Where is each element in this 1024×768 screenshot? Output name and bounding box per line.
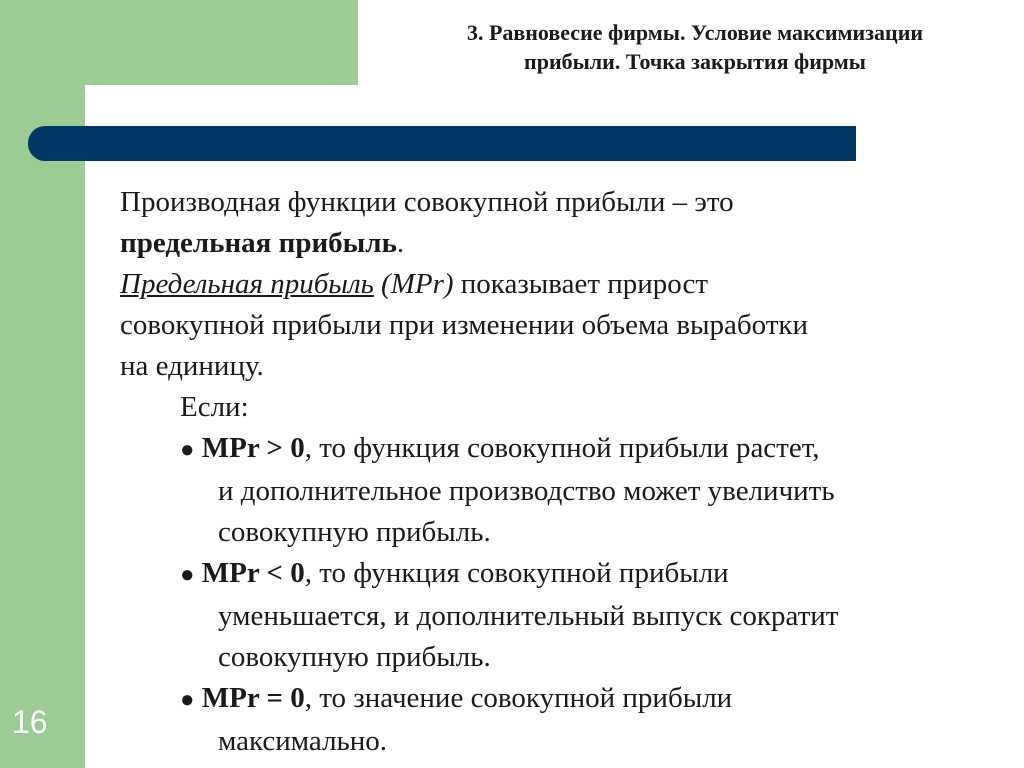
title-divider-bar [28,126,856,161]
paragraph-1-text: Производная функции совокупной прибыли – это [120,186,734,218]
definition-line-3: на единицу. [120,350,264,382]
bullet-line-1: , то функция совокупной прибыли растет, [304,432,820,464]
if-label: Если: [180,391,249,423]
bullet-line-3: совокупную прибыль. [218,516,491,548]
bullet-item [180,428,990,553]
bullet-dot-icon: ● [180,562,195,588]
slide-number: 16 [12,704,48,740]
slide-body [120,182,990,762]
bullet-line-3: совокупную прибыль. [218,641,491,673]
definition-line-2: совокупной прибыли при изменении объема выработки [120,309,809,341]
bullet-line-2: уменьшается, и дополнительный выпуск сократит [218,600,839,632]
bullet-line-1: , то функция совокупной прибыли [304,557,729,589]
bullet-line-1: , то значение совокупной прибыли [304,682,733,714]
paragraph-2 [120,264,990,387]
bullet-item [180,553,990,678]
bullet-line-2: максимально. [218,725,388,757]
definition-abbr: (MPr) [381,268,454,300]
bullet-item [180,678,990,762]
bullet-condition: MPr > 0 [201,432,305,464]
title-line-2: прибыли. Точка закрытия фирмы [524,49,866,74]
bullet-condition: MPr = 0 [201,682,305,714]
paragraph-1-end: . [396,227,405,259]
bullet-condition: MPr < 0 [201,557,305,589]
bullet-dot-icon: ● [180,687,195,713]
paragraph-1 [120,182,990,264]
slide-title [395,18,995,76]
bullet-line-2: и дополнительное производство может увеличить [218,475,835,507]
marginal-profit-term: предельная прибыль [120,227,397,259]
definition-term: Предельная прибыль [120,268,374,300]
green-top-band [0,0,358,85]
bullet-dot-icon: ● [180,437,195,463]
title-line-1: 3. Равновесие фирмы. Условие максимизации [466,20,924,45]
definition-rest: показывает прирост [460,268,709,300]
green-side-band [0,0,85,768]
